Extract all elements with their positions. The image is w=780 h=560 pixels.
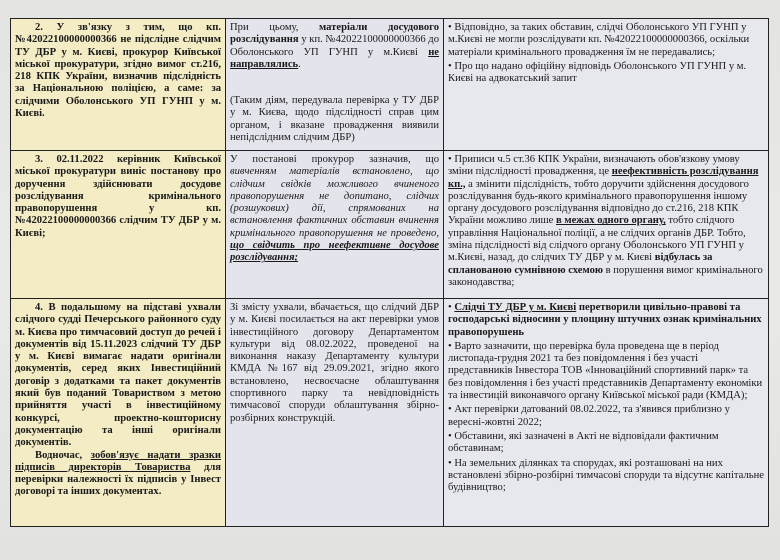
row2-middle-p1: При цьому, матеріали досудового розслідування у кп. №42022100000000366 до Оболонського УП ГУНП у м.Києві не направлялись. [230,22,439,70]
row2-right-cell [444,19,769,151]
row2-left-cell [11,19,226,151]
row4-middle-text: Зі змісту ухвали, вбачається, що слідчий ДБР у м. Києві посилається на акт перевірки умов інвестиційного договору Департаментом культури від 08.02.2022, проведеної на виконання наказу Департаменту культури КМДА №167 від 29.09.2021, згідно якого встановлено, несвоєчасне облаштування спортивного парку та невідповідність тимчасової споруди облаштування збірно-розбірних конструкцій. [230,302,439,424]
row2-right-b1: • Відповідно, за таких обставин, слідчі Оболонського УП ГУНП у м.Києві не могли розслідувати кп. №42022100000000366, оскільки матеріали кримінального провадження їм не передавались; [448,22,750,58]
table-row [11,151,769,299]
row3-left-cell [11,151,226,299]
row4-right-b1: • Слідчі ТУ ДБР у м. Києві перетворили цивільно-правові та господарські відносини у площину штучних ознак кримінальних правопорушень [448,302,762,338]
row2-right-b2: • Про що надано офіційну відповідь Оболонського УП ГУНП у м. Києві на адвокатський запит [448,60,747,85]
row4-left-text-a: 4. В подальшому на підставі ухвали слідчого судді Печерського районного суду м. Києва про тимчасовий доступ до речей і документів від 15.11.2023 слідчий ТУ ДБР у м. Києві вимагає надати оригінали документів, серед яких Інвестиційний договір з додатками та пакет документів який був поданий Товариством з метою прийняття участі в інвестиційному конкурсі, проектно-кошторисну документацію та інші оригінали документів. [15,302,221,449]
table-row [11,19,769,151]
row2-middle-cell [226,19,444,151]
row3-right-cell [444,151,769,299]
row4-left-text-b: Водночас, зобов'язує надати зразки підписів директорів Товариства для перевірки належності їх підписів у Інвест договорі та інших документах. [15,449,221,498]
row4-right-b2: • Варто зазначити, що перевірка була проведена ще в період листопада-грудня 2021 та без повідомлення і без участі представників Інвестора ТОВ «Інноваційний спортивний парк» та без повідомлення і без участі представників Департаменту економіки та інвестицій виконавчого органу Київської міської ради (КМДА); [448,340,763,402]
row4-left-cell [11,299,226,527]
row3-right-text: • Приписи ч.5 ст.36 КПК України, визначають обов'язкову умову зміни підслідності провадження, це неефективність розслідування кп., а змінити підслідність, тобто доручити здійснення досудового розслідування будь-якого кримінального правопорушення іншому органу досудового розслідування відповідно до ст.216, 218 КПК України можливо лише в межах одного органу, тобто слідчого управління Національної поліції, а не слідчих органів ДБР. Тобто, зміна підслідності від слідчого органу Оболонського УП ГУНП у м.Києві, назад, до слідчих ТУ ДБР у м. Києві відбулась за спланованою сумнівною схемою в порушення вимог кримінального законодавства; [448,154,763,288]
document-table [10,18,769,527]
row4-right-cell [444,299,769,527]
row4-right-b3: • Акт перевірки датований 08.02.2022, та з'явився приблизно у вересні-жовтні 2022; [448,404,730,428]
row3-middle-cell [226,151,444,299]
row3-left-text: 3. 02.11.2022 керівник Київської міської прокуратури виніс постанову про доручення здійснювати досудове розслідування кримінального правопорушення у кп. №42022100000000366 слідчим ТУ ДБР у м. Києві; [15,154,221,239]
row4-middle-cell [226,299,444,527]
row3-middle-text: У постанові прокурор зазначив, що вивченням матеріалів встановлено, що слідчим свідків можливого вчиненого правопорушення не допитано, слідчих (розшукових) дії, спрямованих на встановлення фактичних обставин вчинення кримінального правопорушення не проведено, що свідчить про неефективне досудове розслідування; [230,154,439,264]
row4-right-b5: • На земельних ділянках та спорудах, які розташовані на них встановлені збірно-розбірні тимчасові споруди та відсутнє капітальне будівництво; [448,457,764,494]
row2-middle-p2: (Таким діям, передувала перевірка у ТУ ДБР у м. Києва, щодо підслідності справ цим органом, і вказане провадження виявили непідслідним слідчим ДБР) [230,95,439,144]
row2-left-text: 2. У зв'язку з тим, що кп. №42022100000000366 не підслідне слідчим ТУ ДБР у м. Києві, прокурор Київської міської прокуратури, згідно вимог ст.216, 218 КПК України, визначив підслідність за Національною поліцією, а саме: за слідчими Оболонського УП ГУНП у м. Києві. [15,22,221,120]
table-row [11,299,769,527]
row4-right-b4: • Обставини, які зазначені в Акті не відповідали фактичним обставинам; [448,430,719,455]
